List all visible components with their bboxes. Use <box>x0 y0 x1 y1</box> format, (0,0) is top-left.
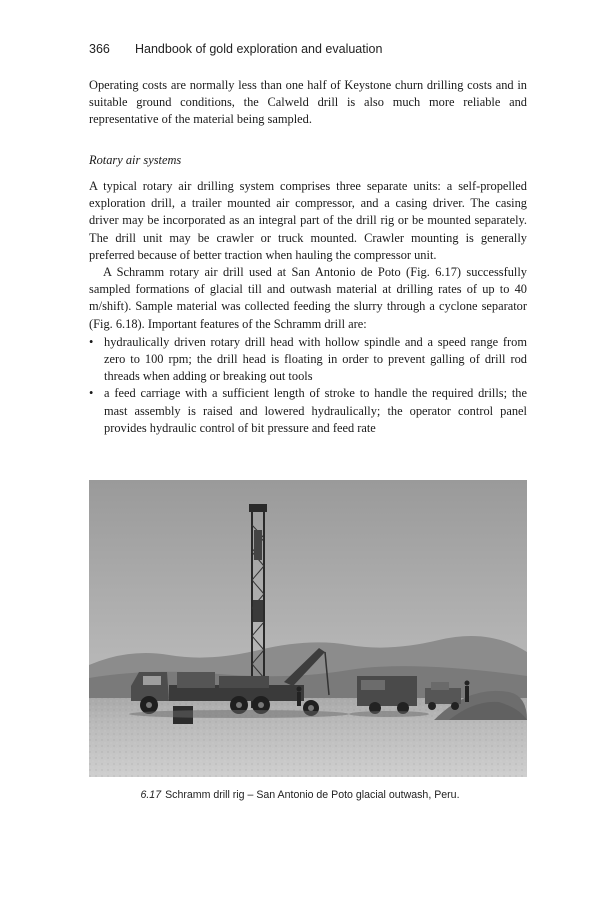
drill-rig-photo <box>89 480 527 777</box>
section-paragraph-1: A typical rotary air drilling system comprises three separate units: a self-propelled exploration drill, a trailer mounted air compressor, and a casing driver. The casing driver may be incorporated as an integral part of the drill rig or be mounted separately. The drill unit may be crawler or truck mounted. Crawler mounting is generally preferred because of better traction when hauling the compressor unit. <box>89 179 527 262</box>
page-number: 366 <box>89 42 110 56</box>
figure-caption <box>0 789 600 801</box>
book-title: Handbook of gold exploration and evaluation <box>135 42 383 56</box>
feature-item <box>89 334 527 386</box>
bullet-icon: • <box>89 334 94 349</box>
feature-item <box>89 385 527 437</box>
running-head <box>89 42 382 56</box>
section-body <box>89 178 527 437</box>
intro-paragraph-block <box>89 77 527 129</box>
intro-paragraph: Operating costs are normally less than one half of Keystone churn drilling costs and in suitable ground conditions, the Calweld drill is also much more reliable and representative of the material being sampled. <box>89 78 527 127</box>
bullet-icon: • <box>89 386 94 401</box>
section-paragraph-2: A Schramm rotary air drill used at San Antonio de Poto (Fig. 6.17) successfully sampled formations of glacial till and outwash material at drilling rates of up to 40 m/shift). Sample material was collected feeding the slurry through a cyclone separator (Fig. 6.18). Important features of the Schramm drill are: <box>89 265 527 331</box>
feature-text: hydraulically driven rotary drill head with hollow spindle and a speed range from zero to 100 rpm; the drill head is floating in order to prevent galling of drill rod threads when adding or breaking out tools <box>104 334 527 384</box>
feature-list <box>89 334 527 437</box>
figure-number: 6.17 <box>140 789 162 801</box>
feature-text: a feed carriage with a sufficient length of stroke to handle the required drills; the mast assembly is raised and lowered hydraulically; the operator control panel provides hydraulic control of bit pressure and feed rate <box>104 386 527 435</box>
section-heading: Rotary air systems <box>89 153 182 167</box>
figure-caption-text: Schramm drill rig – San Antonio de Poto glacial outwash, Peru. <box>165 789 460 801</box>
